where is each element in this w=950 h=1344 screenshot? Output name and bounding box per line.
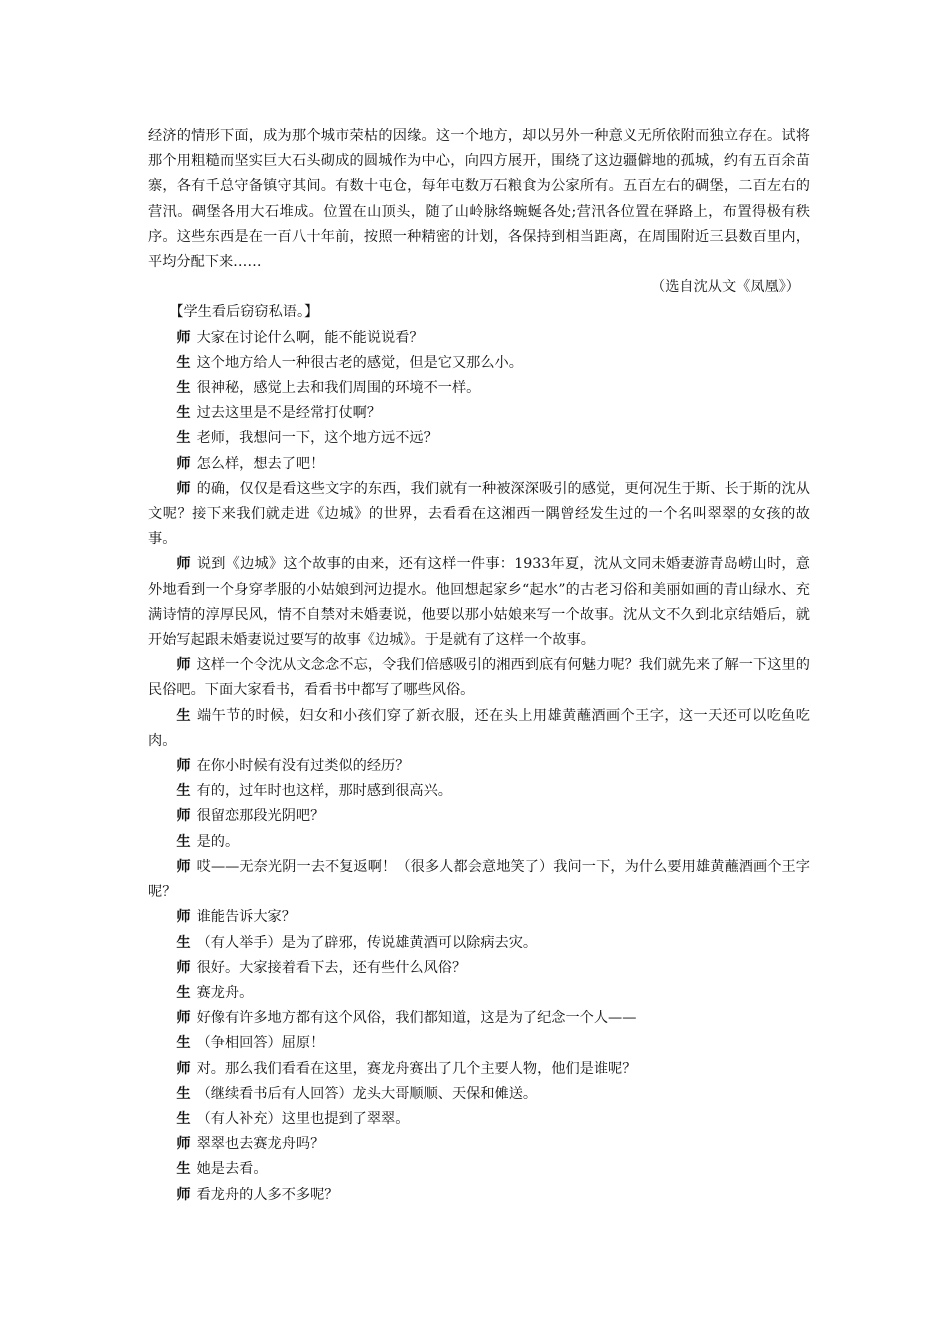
dialogue-line <box>148 1057 810 1082</box>
dialogue-line <box>148 1157 810 1182</box>
speaker-label: 师 <box>176 455 191 472</box>
dialogue-line <box>148 1107 810 1132</box>
speaker-label: 生 <box>176 833 191 850</box>
dialogue-text: 很好。大家接着看下去，还有些什么风俗？ <box>196 959 467 976</box>
speaker-label: 师 <box>176 556 191 573</box>
dialogue-line <box>148 351 810 376</box>
speaker-label: 师 <box>176 1060 191 1077</box>
dialogue-text: （争相回答）屈原！ <box>196 1035 325 1052</box>
speaker-label: 生 <box>176 1110 191 1127</box>
dialogue-text: 怎么样，想去了吧！ <box>196 455 325 472</box>
speaker-label: 师 <box>176 1010 191 1027</box>
dialogue-text: 很神秘，感觉上去和我们周围的环境不一样。 <box>196 380 481 397</box>
speaker-label: 生 <box>176 707 191 724</box>
speaker-label: 师 <box>176 657 191 674</box>
speaker-label: 师 <box>176 758 191 775</box>
dialogue-line <box>148 804 810 829</box>
dialogue-line <box>148 830 810 855</box>
dialogue-line <box>148 1031 810 1056</box>
dialogue-text: 这个地方给人一种很古老的感觉，但是它又那么小。 <box>196 354 523 371</box>
dialogue-text: 大家在讨论什么啊，能不能说说看？ <box>196 329 424 346</box>
dialogue-line <box>148 376 810 401</box>
dialogue-text: 哎——无奈光阴一去不复返啊！（很多人都会意地笑了）我问一下，为什么要用雄黄蘸酒画个王字呢？ <box>148 858 810 901</box>
source-citation: （选自沈从文《凤凰》） <box>651 279 800 296</box>
dialogue-line <box>148 653 810 703</box>
dialogue-line <box>148 401 810 426</box>
speaker-label: 生 <box>176 354 191 371</box>
dialogue-line <box>148 704 810 754</box>
dialogue-line <box>148 754 810 779</box>
speaker-label: 生 <box>176 1035 191 1052</box>
dialogue-line <box>148 426 810 451</box>
excerpt-paragraph: 经济的情形下面，成为那个城市荣枯的因缘。这一个地方，却以另外一种意义无所依附而独立存在。试将那个用粗糙而坚实巨大石头砌成的圆城作为中心，向四方展开，围绕了这边疆僻地的孤城，约有五百余苗寨，各有千总守备镇守其间。有数十屯仓，每年屯数万石粮食为公家所有。五百左右的碉堡，二百左右的营汛。碉堡各用大石堆成。位置在山顶头，随了山岭脉络蜿蜒各处;营汛各位置在驿路上，布置得极有秩序。这些东西是在一百八十年前，按照一种精密的计划，各保持到相当距离，在周围附近三县数百里内，平均分配下来…… <box>148 128 810 271</box>
dialogue-line <box>148 1132 810 1157</box>
dialogue-line <box>148 981 810 1006</box>
speaker-label: 师 <box>176 1186 191 1203</box>
dialogue-text: 谁能告诉大家？ <box>196 909 296 926</box>
speaker-label: 生 <box>176 380 191 397</box>
dialogue-text: 说到《边城》这个故事的由来，还有这样一件事：1933年夏，沈从文同未婚妻游青岛崂山时，意外地看到一个身穿孝服的小姑娘到河边提水。他回想起家乡“起水”的古老习俗和美丽如画的青山绿水、充满诗情的淳厚民风，情不自禁对未婚妻说，他要以那小姑娘来写一个故事。沈从文不久到北京结婚后，就开始写起跟未婚妻说过要写的故事《边城》。于是就有了这样一个故事。 <box>148 556 810 649</box>
dialogue-line <box>148 477 810 553</box>
dialogue-line <box>148 855 810 905</box>
speaker-label: 师 <box>176 959 191 976</box>
dialogue-text: 翠翠也去赛龙舟吗？ <box>196 1136 325 1153</box>
dialogue-text: 很留恋那段光阴吧？ <box>196 808 325 825</box>
dialogue-text: 对。那么我们看看在这里，赛龙舟赛出了几个主要人物，他们是谁呢？ <box>196 1060 637 1077</box>
stage-note: 【学生看后窃窃私语。】 <box>169 304 319 321</box>
speaker-label: 生 <box>176 405 191 422</box>
dialogue-text: 有的，过年时也这样，那时感到很高兴。 <box>196 783 452 800</box>
dialogue-line <box>148 1006 810 1031</box>
dialogue-list <box>148 326 810 1208</box>
dialogue-text: 看龙舟的人多不多呢？ <box>196 1186 339 1203</box>
speaker-label: 生 <box>176 783 191 800</box>
dialogue-text: 在你小时候有没有过类似的经历？ <box>196 758 410 775</box>
speaker-label: 师 <box>176 909 191 926</box>
dialogue-line <box>148 452 810 477</box>
speaker-label: 师 <box>176 480 191 497</box>
dialogue-line <box>148 326 810 351</box>
dialogue-line <box>148 1183 810 1208</box>
dialogue-text: 这样一个令沈从文念念不忘，令我们倍感吸引的湘西到底有何魅力呢？我们就先来了解一下这里的民俗吧。下面大家看书，看看书中都写了哪些风俗。 <box>148 657 810 699</box>
speaker-label: 师 <box>176 808 191 825</box>
speaker-label: 生 <box>176 1161 191 1178</box>
dialogue-line <box>148 956 810 981</box>
speaker-label: 师 <box>176 858 191 875</box>
dialogue-text: 赛龙舟。 <box>196 984 254 1001</box>
dialogue-line <box>148 779 810 804</box>
dialogue-text: 老师，我想问一下，这个地方远不远？ <box>196 430 438 447</box>
speaker-label: 生 <box>176 1085 191 1102</box>
dialogue-line <box>148 552 810 653</box>
document-page <box>148 124 810 1208</box>
speaker-label: 生 <box>176 430 191 447</box>
speaker-label: 师 <box>176 1136 191 1153</box>
speaker-label: 生 <box>176 934 191 951</box>
dialogue-text: 端午节的时候，妇女和小孩们穿了新衣服，还在头上用雄黄蘸酒画个王字，这一天还可以吃鱼吃肉。 <box>148 707 810 749</box>
dialogue-line <box>148 905 810 930</box>
dialogue-text: （有人举手）是为了辟邪，传说雄黄酒可以除病去灾。 <box>196 934 538 951</box>
dialogue-text: （有人补充）这里也提到了翠翠。 <box>196 1110 410 1127</box>
dialogue-text: 好像有许多地方都有这个风俗，我们都知道，这是为了纪念一个人—— <box>196 1010 637 1027</box>
dialogue-text: 过去这里是不是经常打仗啊？ <box>196 405 382 422</box>
dialogue-text: （继续看书后有人回答）龙头大哥顺顺、天保和傩送。 <box>196 1085 538 1102</box>
dialogue-text: 是的。 <box>196 833 240 850</box>
dialogue-line <box>148 931 810 956</box>
speaker-label: 师 <box>176 329 191 346</box>
dialogue-text: 她是去看。 <box>196 1161 268 1178</box>
dialogue-line <box>148 1082 810 1107</box>
speaker-label: 生 <box>176 984 191 1001</box>
dialogue-text: 的确，仅仅是看这些文字的东西，我们就有一种被深深吸引的感觉，更何况生于斯、长于斯的沈从文呢？接下来我们就走进《边城》的世界，去看看在这湘西一隅曾经发生过的一个名叫翠翠的女孩的故事。 <box>148 480 810 548</box>
